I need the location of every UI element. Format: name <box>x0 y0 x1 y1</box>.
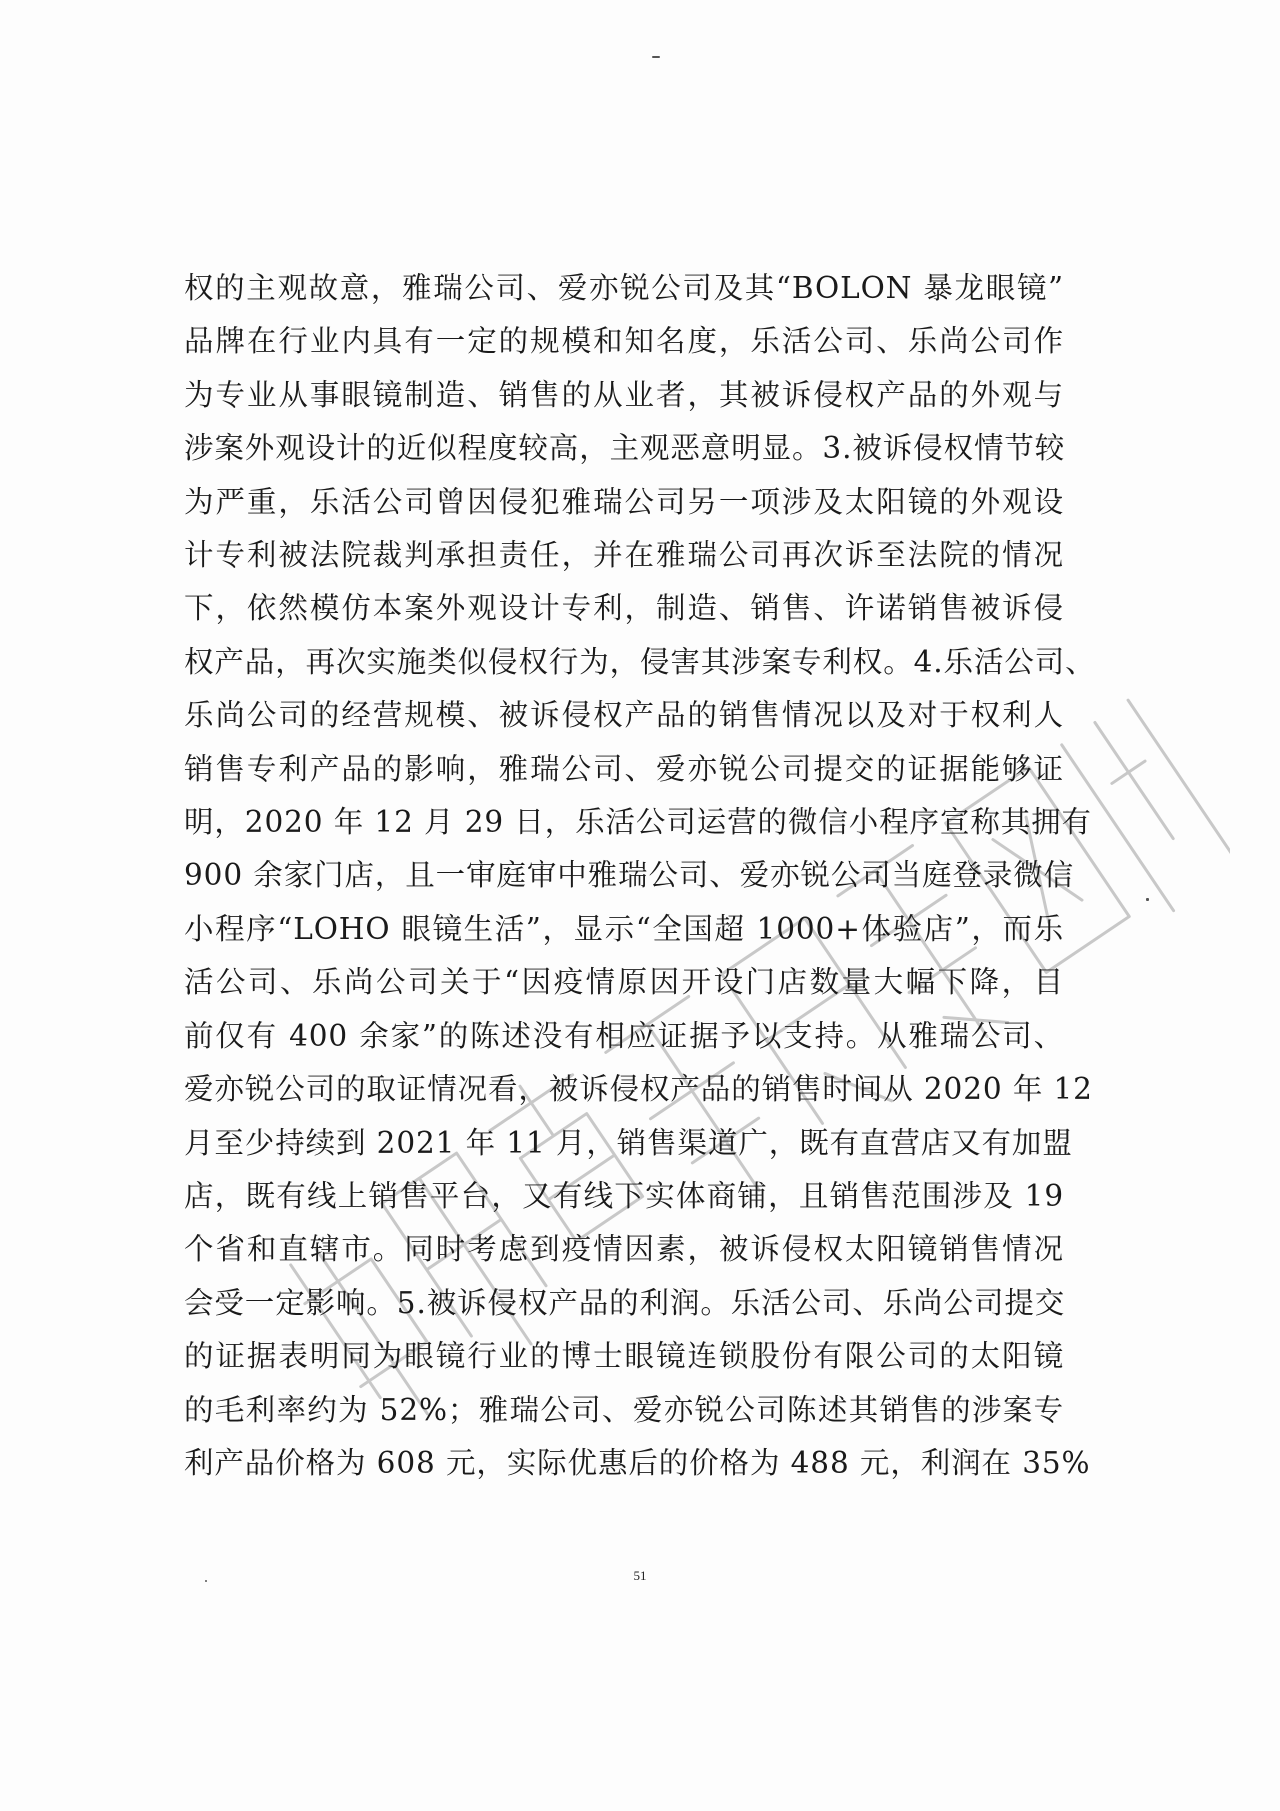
text-line-1: 权的主观故意，雅瑞公司、爱亦锐公司及其“BOLON 暴龙眼镜” <box>184 271 1064 305</box>
text-line-3: 为专业从事眼镜制造、销售的从业者，其被诉侵权产品的外观与 <box>184 377 1064 412</box>
text-line-8: 权产品，再次实施类似侵权行为，侵害其涉案专利权。4.乐活公司、 <box>184 644 1096 679</box>
text-line-7: 下，依然模仿本案外观设计专利，制造、销售、许诺销售被诉侵 <box>184 591 1064 626</box>
text-line-21: 的证据表明同为眼镜行业的博士眼镜连锁股份有限公司的太阳镜 <box>184 1339 1064 1374</box>
text-line-12: 900 余家门店，且一审庭审中雅瑞公司、爱亦锐公司当庭登录微信 <box>184 858 1075 893</box>
text-line-9: 乐尚公司的经营规模、被诉侵权产品的销售情况以及对于权利人 <box>184 698 1064 733</box>
text-line-5: 为严重，乐活公司曾因侵犯雅瑞公司另一项涉及太阳镜的外观设 <box>184 484 1064 519</box>
scan-mark-top <box>652 56 660 58</box>
text-line-22: 的毛利率约为 52%；雅瑞公司、爱亦锐公司陈述其销售的涉案专 <box>184 1392 1064 1427</box>
text-line-15: 前仅有 400 余家”的陈述没有相应证据予以支持。从雅瑞公司、 <box>184 1018 1064 1053</box>
text-line-6: 计专利被法院裁判承担责任，并在雅瑞公司再次诉至法院的情况 <box>184 538 1064 573</box>
text-line-17: 月至少持续到 2021 年 11 月，销售渠道广，既有直营店又有加盟 <box>184 1125 1073 1160</box>
page-number: 51 <box>633 1568 647 1583</box>
body-paragraph <box>184 262 1096 1490</box>
text-line-20: 会受一定影响。5.被诉侵权产品的利润。乐活公司、乐尚公司提交 <box>184 1285 1066 1320</box>
text-line-13: 小程序“LOHO 眼镜生活”，显示“全国超 1000+体验店”，而乐 <box>184 911 1064 946</box>
text-line-14: 活公司、乐尚公司关于“因疫情原因开设门店数量大幅下降，目 <box>184 965 1064 1000</box>
text-line-19: 个省和直辖市。同时考虑到疫情因素，被诉侵权太阳镜销售情况 <box>184 1232 1064 1267</box>
text-line-16: 爱亦锐公司的取证情况看，被诉侵权产品的销售时间从 2020 年 12 <box>184 1072 1093 1107</box>
text-line-10: 销售专利产品的影响，雅瑞公司、爱亦锐公司提交的证据能够证 <box>184 751 1064 786</box>
scan-mark-right <box>1146 898 1149 901</box>
text-line-4: 涉案外观设计的近似程度较高，主观恶意明显。3.被诉侵权情节较 <box>184 431 1066 466</box>
text-line-2: 品牌在行业内具有一定的规模和知名度，乐活公司、乐尚公司作 <box>184 324 1064 359</box>
text-line-11: 明，2020 年 12 月 29 日，乐活公司运营的微信小程序宣称其拥有 <box>184 805 1092 840</box>
text-line-23: 利产品价格为 608 元，实际优惠后的价格为 488 元，利润在 35% <box>184 1445 1091 1480</box>
text-line-18: 店，既有线上销售平台，又有线下实体商铺，且销售范围涉及 19 <box>184 1178 1064 1213</box>
